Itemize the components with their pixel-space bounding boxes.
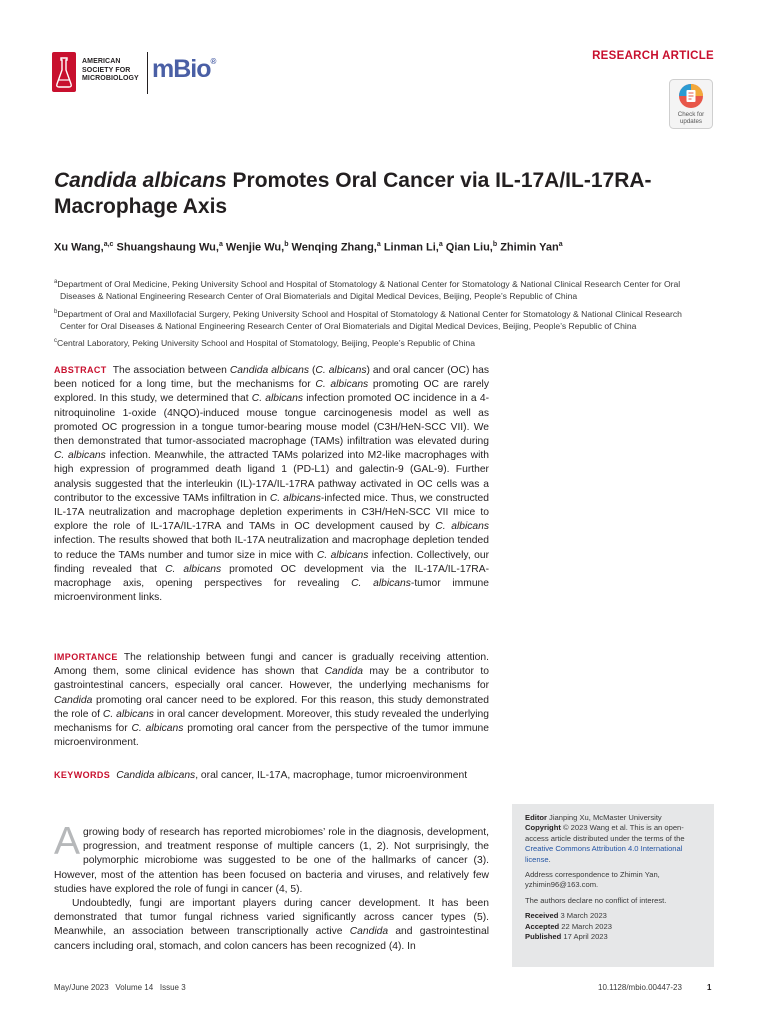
journal-logo: mBio® xyxy=(152,55,217,83)
article-info-sidebar xyxy=(512,804,714,967)
received-date: Received 3 March 2023 xyxy=(525,911,607,921)
article-title: Candida albicans Promotes Oral Cancer via IL-17A/IL-17RA-Macrophage Axis xyxy=(54,169,652,218)
flask-emblem-icon xyxy=(52,52,76,92)
society-name: AMERICAN SOCIETY FOR MICROBIOLOGY xyxy=(82,58,139,83)
license-link[interactable]: Creative Commons Attribution 4.0 International license xyxy=(525,844,683,864)
page-number: 1 xyxy=(707,983,712,992)
asm-logo xyxy=(52,50,146,94)
copyright-info: Copyright © 2023 Wang et al. This is an open-access article distributed under the terms of the Creative Commons Attribution 4.0 International license. xyxy=(525,823,685,864)
editor-info: Editor Jianping Xu, McMaster University xyxy=(525,813,662,822)
published-date: Published 17 April 2023 xyxy=(525,932,608,942)
article-type-label: RESEARCH ARTICLE xyxy=(592,50,714,62)
keywords: KEYWORDS Candida albicans, oral cancer, IL-17A, macrophage, tumor microenvironment xyxy=(54,770,468,781)
abstract: ABSTRACT The association between Candida albicans (C. albicans) and oral cancer (OC) has been noticed for a long time, but the mechanisms for C. albicans promoting OC are rarely explored. In this study, we determined that C. albicans infection promoted OC incidence in a 4-nitroquinoline 1-oxide (4NQO)-induced mouse tongue carcinogenesis model as well as promoted OC progression in a tongue tumor-bearing mouse model (C3H/HeN-SCC VII). We then demonstrated that tumor-associated macrophage (TAMs) infiltration was elevated during C. albicans infection. Meanwhile, the attracted TAMs polarized into M2-like macrophages with high expression of programmed death ligand 1 (PD-L1) and galectin-9 (GAL-9). Further analysis suggested that the interleukin (IL)-17A/IL-17RA pathway activated in OC cells was a contributor to the excessive TAMs infiltration in C. albicans-infected mice. Thus, we constructed IL-17A neutralization and macrophage depletion experiments in C3H/HeN-SCC VII mice to explore the role of IL-17A/IL-17RA and TAMs in OC development caused by C. albicans infection. The results showed that both IL-17A neutralization and macrophage depletion tended to reduce the TAMs number and tumor size in mice with C. albicans infection. Collectively, our finding revealed that C. albicans promoted OC development via the IL-17A/IL-17RA-macrophage axis, opening perspectives for revealing C. albicans-tumor immune microenvironment links. xyxy=(54,365,490,604)
conflict-statement: The authors declare no conflict of interest. xyxy=(525,895,667,905)
affiliation-a: $^a$Department of Oral Medicine, Peking University School and Hospital of Stomatology & National Center for Stomatology & National Clinical Research Center for Oral Diseases & National Engineering Research Center of Oral Biomaterials and Digital Medical Devices, Beijing, People’s Republic of China xyxy=(54,278,681,302)
correspondence-info: Address correspondence to Zhimin Yan, yzhimin96@163.com. xyxy=(525,870,660,890)
drop-cap: A xyxy=(54,820,81,863)
intro-paragraph-1: A growing body of research has reported microbiomes’ role in the diagnosis, development, progression, and treatment response of multiple cancers (1, 2). Not surprisingly, the polymorphic microbiome was suggested to be one of the hallmarks of cancer (3). However, most of the attention has been focused on bacteria and viruses, and relatively few studies have explored the role of fungi in cancer (4, 5). xyxy=(54,820,489,895)
footer-issue: May/June 2023 Volume 14 Issue 3 xyxy=(54,983,186,992)
accepted-date: Accepted 22 March 2023 xyxy=(525,921,612,931)
introduction xyxy=(54,820,489,954)
affiliation-c: $^c$Central Laboratory, Peking University School and Hospital of Stomatology, Beijing, People’s Republic of China xyxy=(54,337,475,348)
author-list: Xu Wang,$^{a,c}$ Shuangshaung Wu,$^a$ Wenjie Wu,$^b$ Wenqing Zhang,$^a$ Linman Li,$^a$ Qian Liu,$^b$ Zhimin Yan$^a$ xyxy=(54,241,563,254)
footer-doi[interactable]: 10.1128/mbio.00447-23 xyxy=(598,983,682,992)
check-for-updates-label: Check for updates xyxy=(677,111,705,125)
affiliation-b: $^b$Department of Oral and Maxillofacial Surgery, Peking University School and Hospital of Stomatology & National Center for Stomatology & National Clinical Research Center for Oral Diseases & National Engineering Research Center of Oral Biomaterials and Digital Medical Devices, Beijing, People’s Republic of China xyxy=(54,308,682,332)
intro-paragraph-2: Undoubtedly, fungi are important players during cancer development. It has been demonstrated that tumor fungal richness varied significantly across cancer types (5). Meanwhile, an association between transcriptionally active Candida and gastrointestinal cancers including oral, stomach, and colon cancers has been recognized (4). In xyxy=(54,898,489,952)
importance: IMPORTANCE The relationship between fungi and cancer is gradually receiving attention. Among them, some clinical evidence has shown that Candida may be a contributor to gastrointestinal cancers, especially oral cancer. However, the underlying mechanisms for Candida promoting oral cancer need to be explored. For this reason, this study demonstrated the role of C. albicans in oral cancer development. Moreover, this study revealed the underlying mechanisms for C. albicans promoting oral cancer from the perspective of the tumor immune microenvironment. xyxy=(54,652,490,749)
logo-divider xyxy=(147,52,148,94)
